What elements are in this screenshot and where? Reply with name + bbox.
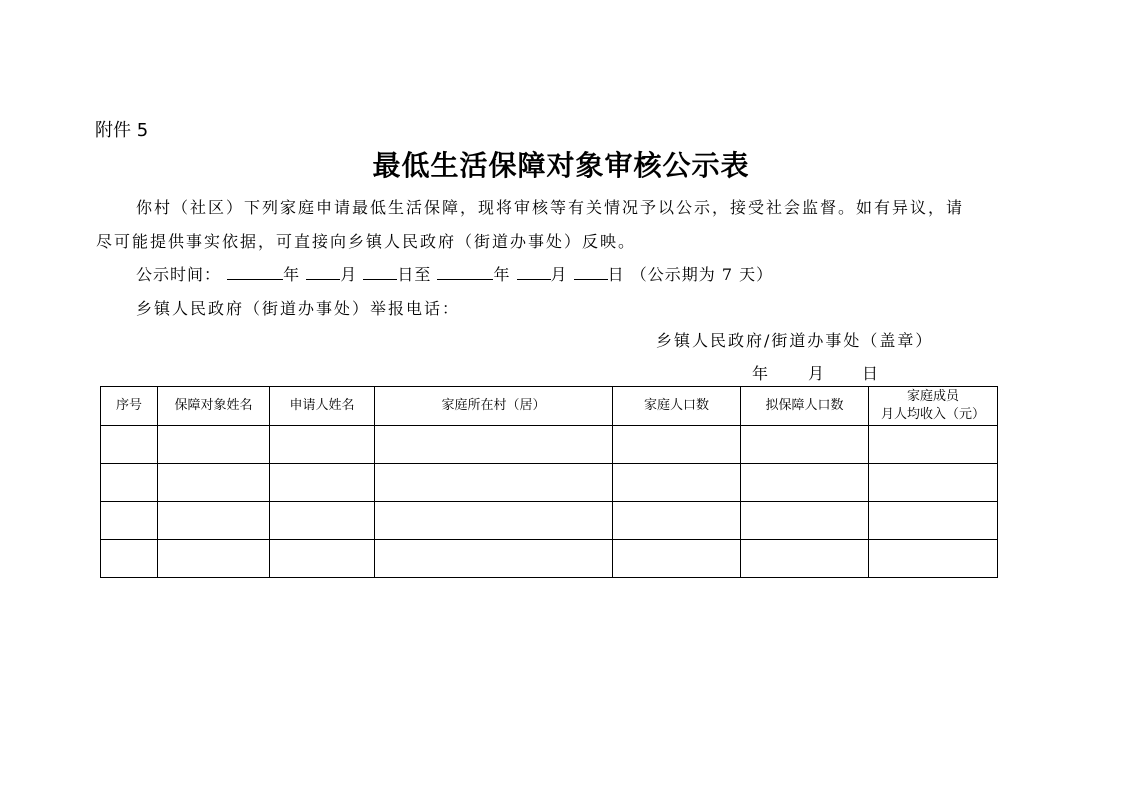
start-month-blank: [306, 265, 340, 280]
table-cell[interactable]: [741, 540, 869, 578]
start-day-blank: [363, 265, 397, 280]
col-header-household-size: 家庭人口数: [613, 387, 741, 426]
table-cell[interactable]: [741, 502, 869, 540]
table-cell[interactable]: [270, 502, 375, 540]
signature-month: 月: [808, 364, 825, 383]
notice-paragraph-line-2: 尽可能提供事实依据，可直接向乡镇人民政府（街道办事处）反映。: [96, 232, 637, 251]
page-title: 最低生活保障对象审核公示表: [372, 149, 750, 182]
end-month-text: 月: [550, 265, 568, 284]
end-year-blank: [437, 265, 493, 280]
end-day-blank: [574, 265, 608, 280]
table-cell[interactable]: [375, 464, 613, 502]
table-cell[interactable]: [869, 540, 998, 578]
col-header-income-line-2: 月人均收入（元）: [880, 407, 985, 422]
start-day-text: 日至: [397, 265, 432, 284]
table-cell[interactable]: [741, 426, 869, 464]
table-header-row: [101, 387, 998, 426]
publicity-table: [100, 386, 998, 578]
table-cell[interactable]: [375, 540, 613, 578]
col-header-applicant-name: 申请人姓名: [270, 387, 375, 426]
start-month-text: 月: [340, 265, 358, 284]
table-cell[interactable]: [613, 502, 741, 540]
table-cell[interactable]: [158, 540, 270, 578]
table-row: [101, 464, 998, 502]
col-header-village: 家庭所在村（居）: [375, 387, 613, 426]
col-header-covered-size: 拟保障人口数: [741, 387, 869, 426]
end-day-text: 日: [607, 265, 625, 284]
table-cell[interactable]: [869, 464, 998, 502]
end-year-text: 年: [493, 265, 511, 284]
publicity-period-label: 公示时间：: [136, 265, 222, 284]
table-cell[interactable]: [869, 426, 998, 464]
signature-day: 日: [862, 364, 879, 383]
col-header-income-line-1: 家庭成员: [906, 389, 959, 404]
table-cell[interactable]: [613, 464, 741, 502]
publicity-period: [136, 262, 773, 285]
table-row: [101, 540, 998, 578]
table-cell[interactable]: [270, 540, 375, 578]
start-year-text: 年: [283, 265, 301, 284]
table-row: [101, 502, 998, 540]
notice-paragraph-line-1: 你村（社区）下列家庭申请最低生活保障，现将审核等有关情况予以公示，接受社会监督。如有异议，请: [136, 198, 965, 217]
annex-label: 附件 5: [95, 120, 149, 141]
table-cell[interactable]: [158, 502, 270, 540]
col-header-seq: 序号: [101, 387, 158, 426]
table-cell[interactable]: [270, 464, 375, 502]
table-cell[interactable]: [375, 426, 613, 464]
table-cell[interactable]: [101, 426, 158, 464]
col-header-recipient-name: 保障对象姓名: [158, 387, 270, 426]
table-cell[interactable]: [741, 464, 869, 502]
signature-year: 年: [752, 364, 769, 383]
table-cell[interactable]: [613, 540, 741, 578]
start-year-blank: [227, 265, 283, 280]
table-cell[interactable]: [613, 426, 741, 464]
col-header-income: [869, 387, 998, 426]
hotline-label: 乡镇人民政府（街道办事处）举报电话：: [136, 299, 461, 318]
signature-org: 乡镇人民政府/街道办事处（盖章）: [656, 331, 934, 350]
table-row: [101, 426, 998, 464]
table-cell[interactable]: [101, 502, 158, 540]
table-cell[interactable]: [158, 426, 270, 464]
table-cell[interactable]: [869, 502, 998, 540]
publicity-period-note: （公示期为 7 天）: [630, 265, 774, 284]
table-cell[interactable]: [101, 540, 158, 578]
table-cell[interactable]: [375, 502, 613, 540]
end-month-blank: [517, 265, 551, 280]
table-cell[interactable]: [158, 464, 270, 502]
table-cell[interactable]: [270, 426, 375, 464]
table-cell[interactable]: [101, 464, 158, 502]
